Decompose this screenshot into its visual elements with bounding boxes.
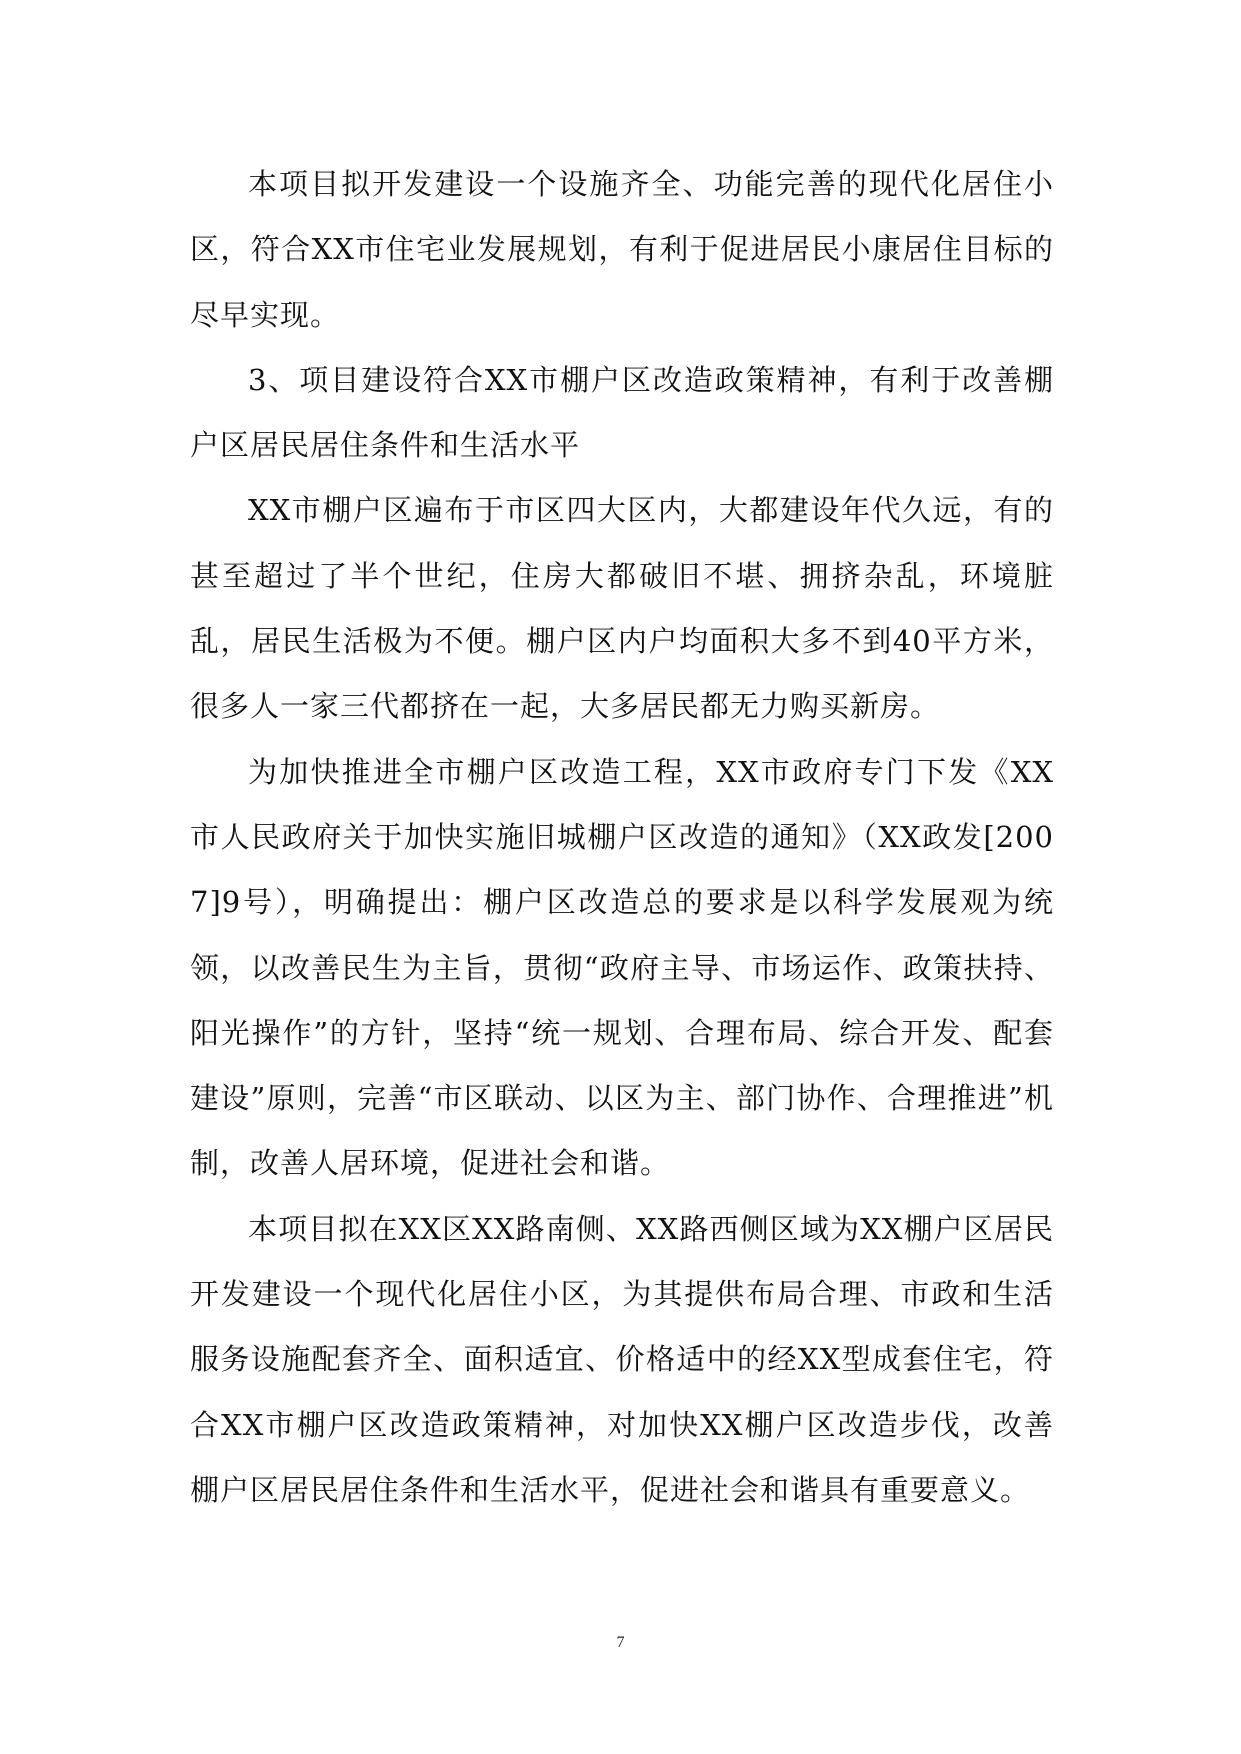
document-body	[190, 152, 1054, 1523]
paragraph-heading-shantytown-policy: 3、项目建设符合XX市棚户区改造政策精神，有利于改善棚户区居民居住条件和生活水平	[190, 362, 1054, 463]
paragraph-project-significance: 本项目拟在XX区XX路南侧、XX路西侧区域为XX棚户区居民开发建设一个现代化居住小区，为其提供布局合理、市政和生活服务设施配套齐全、面积适宜、价格适中的经XX型成套住宅，符合XX市棚户区改造政策精神，对加快XX棚户区改造步伐，改善棚户区居民居住条件和生活水平，促进社会和谐具有重要意义。	[190, 1211, 1054, 1507]
page-number: 7	[616, 1634, 625, 1651]
paragraph-residential-plan: 本项目拟开发建设一个设施齐全、功能完善的现代化居住小区，符合XX市住宅业发展规划，有利于促进居民小康居住目标的尽早实现。	[190, 167, 1054, 332]
paragraph-shantytown-conditions: XX市棚户区遍布于市区四大区内，大都建设年代久远，有的甚至超过了半个世纪，住房大都破旧不堪、拥挤杂乱，环境脏乱，居民生活极为不便。棚户区内户均面积大多不到40平方米，很多人一家三代都挤在一起，大多居民都无力购买新房。	[190, 493, 1054, 724]
paragraph-government-notice: 为加快推进全市棚户区改造工程，XX市政府专门下发《XX市人民政府关于加快实施旧城棚户区改造的通知》（XX政发[2007]9号），明确提出：棚户区改造总的要求是以科学发展观为统领，以改善民生为主旨，贯彻“政府主导、市场运作、政策扶持、阳光操作”的方针，坚持“统一规划、合理布局、综合开发、配套建设”原则，完善“市区联动、以区为主、部门协作、合理推进”机制，改善人居环境，促进社会和谐。	[190, 754, 1054, 1181]
